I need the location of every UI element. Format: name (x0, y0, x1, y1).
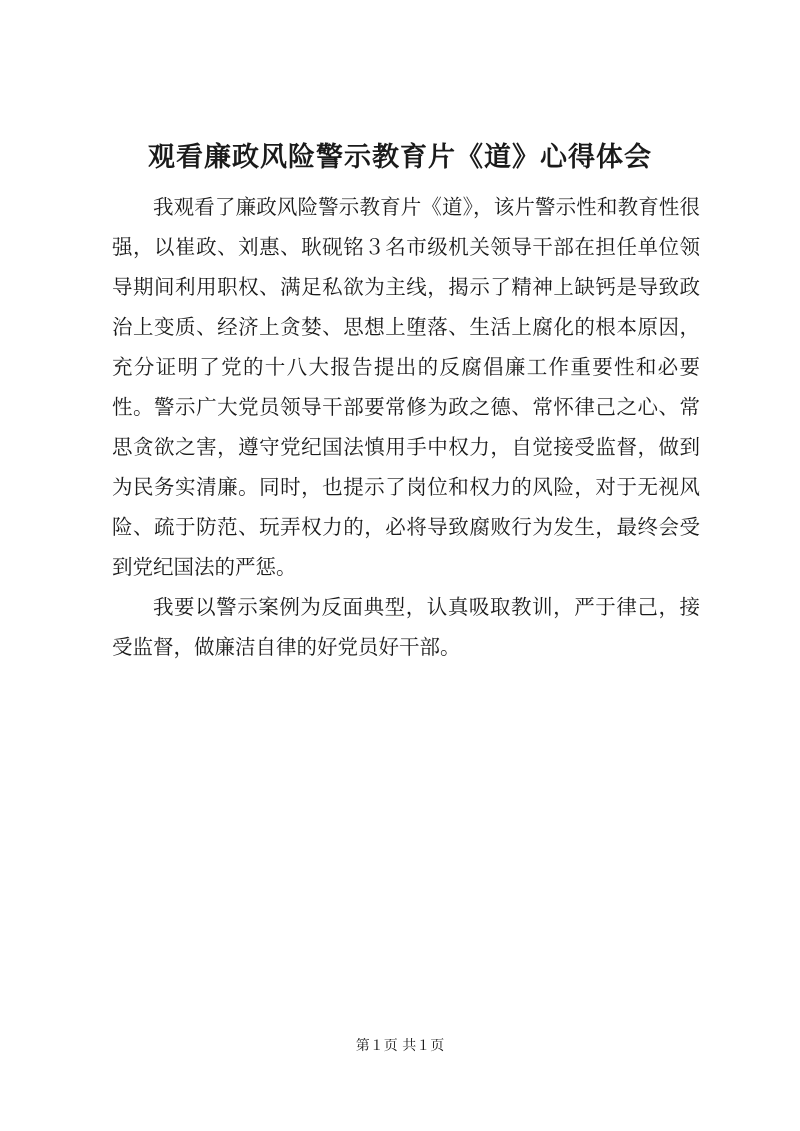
page-footer: 第１页 共１页 (355, 1038, 445, 1054)
paragraph-1: 我观看了廉政风险警示教育片《道》，该片警示性和教育性很强，以崔政、刘惠、耿砚铭３名市级机关领导干部在担任单位领导期间利用职权、满足私欲为主线，揭示了精神上缺钙是导致政治上变质、经济上贪婪、思想上堕落、生活上腐化的根本原因，充分证明了党的十八大报告提出的反腐倡廉工作重要性和必要性。警示广大党员领导干部要常修为政之德、常怀律己之心、常思贪欲之害，遵守党纪国法慎用手中权力，自觉接受监督，做到为民务实清廉。同时，也提示了岗位和权力的风险，对于无视风险、疏于防范、玩弄权力的，必将导致腐败行为发生，最终会受到党纪国法的严惩。 (112, 195, 700, 579)
document-body (112, 187, 700, 667)
paragraph-2: 我要以警示案例为反面典型，认真吸取教训，严于律己，接受监督，做廉洁自律的好党员好干部。 (112, 595, 700, 659)
document-title: 观看廉政风险警示教育片《道》心得体会 (148, 142, 652, 173)
